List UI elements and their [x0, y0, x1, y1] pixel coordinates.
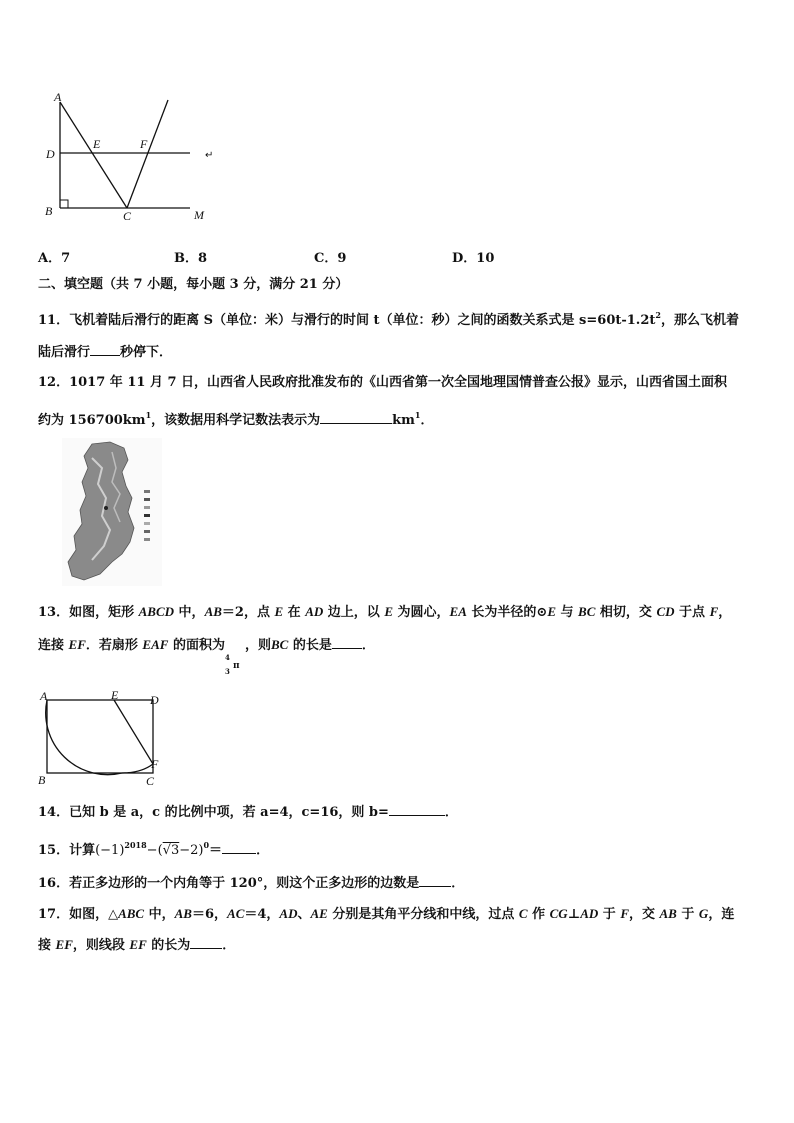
q11-answer-blank[interactable]	[90, 343, 120, 356]
shanxi-map-image	[62, 438, 162, 586]
section-2-title: 二、填空题（共 7 小题，每小题 3 分，满分 21 分）	[38, 277, 349, 292]
q12-line2: 约为 $156700km^1$，该数据用科学记数法表示为 $km^1$．	[38, 410, 434, 428]
label-A: A	[54, 90, 62, 104]
label-D: D	[46, 147, 55, 161]
label-E: E	[93, 137, 101, 151]
q17-line2: 接 EF，则线段 EF 的长为 ．	[38, 937, 236, 953]
q16-answer-blank[interactable]	[419, 874, 451, 887]
q13-fraction: 4 3 π	[224, 653, 240, 676]
q13-label-C: C	[146, 774, 155, 788]
label-B: B	[45, 204, 53, 218]
q15: 15．计算$(-1)^{2018}-(√3-2)^0=$ ．	[38, 840, 270, 858]
q13-label-E: E	[111, 688, 119, 702]
q13-label-F: F	[151, 757, 159, 771]
q14-answer-blank[interactable]	[389, 803, 445, 816]
q11-line2: 陆后滑行 秒停下．	[38, 345, 173, 360]
q11-line1: 11．飞机着陆后滑行的距离 S（单位：米）与滑行的时间 t（单位：秒）之间的函数关系式是 $s=60t-1.2t^2$，那么飞机着	[38, 310, 739, 328]
q13-label-A: A	[40, 689, 48, 703]
choice-a: A．7	[38, 251, 71, 266]
q12-answer-blank[interactable]	[320, 411, 392, 424]
choice-c: C．9	[314, 251, 347, 266]
label-F: F	[140, 137, 148, 151]
q13-label-B: B	[38, 773, 46, 787]
figure-q13	[36, 688, 166, 788]
q15-answer-blank[interactable]	[222, 841, 256, 854]
q17-answer-blank[interactable]	[190, 936, 222, 949]
label-M: M	[194, 208, 204, 222]
label-C: C	[123, 209, 132, 223]
choice-b: B．8	[174, 251, 208, 266]
q12-line1: 12．1017 年 11 月 7 日，山西省人民政府批准发布的《山西省第一次全国地理国情普查公报》显示，山西省国土面积	[38, 375, 728, 390]
q13-answer-blank[interactable]	[332, 636, 362, 649]
return-mark: ↵	[205, 150, 214, 161]
q16: 16．若正多边形的一个内角等于 120°，则这个正多边形的边数是 ．	[38, 876, 465, 891]
choice-d: D．10	[452, 251, 495, 266]
q13-line2: 连接 EF．若扇形 EAF 的面积为 4 3 π ，则BC 的长是 ．	[38, 637, 375, 676]
q17-line1: 17．如图，△ABC 中，AB＝6，AC＝4，AD、AE 分别是其角平分线和中线，过点 C 作 CG⊥AD 于 F，交 AB 于 G，连	[38, 906, 735, 922]
q13-label-D: D	[150, 693, 159, 707]
q14: 14．已知 b 是 a，c 的比例中项，若 a=4，c=16，则 b= ．	[38, 805, 458, 820]
q13-line1: 13．如图，矩形 ABCD 中，AB＝2，点 E 在 AD 边上，以 E 为圆心，EA 长为半径的⊙E 与 BC 相切，交 CD 于点 F，	[38, 604, 732, 620]
figure-q10	[38, 88, 228, 223]
